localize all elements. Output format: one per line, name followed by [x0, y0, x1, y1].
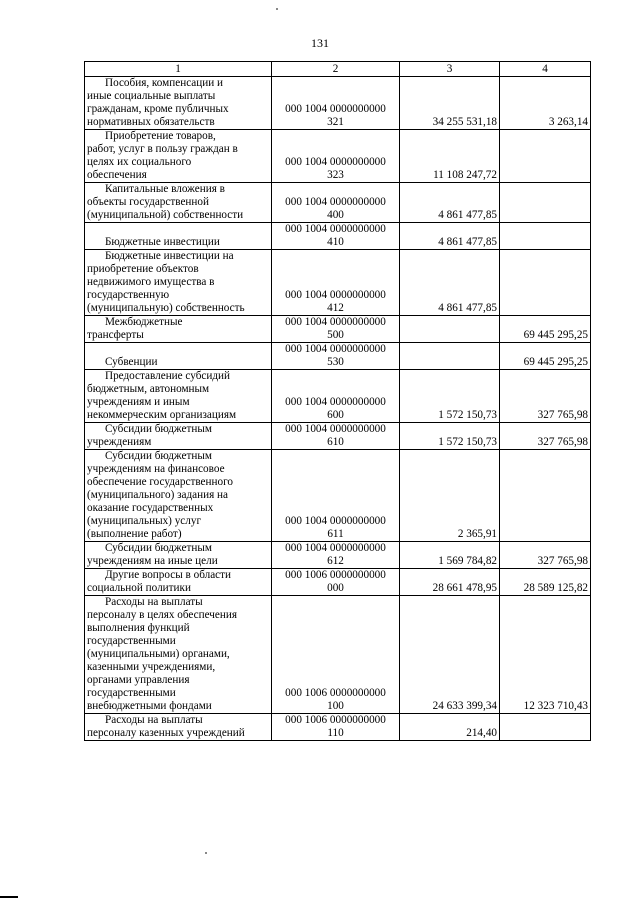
row-amount-col3: 4 861 477,85 [400, 250, 500, 316]
row-name-line: нормативных обязательств [87, 116, 215, 128]
column-header: 2 [272, 62, 400, 77]
row-amount-col3: 4 861 477,85 [400, 223, 500, 250]
row-name-line: Предоставление субсидий [105, 370, 231, 382]
code-expense-type: 323 [327, 169, 344, 181]
row-name [85, 343, 272, 370]
row-name-line: объекты государственной [87, 196, 209, 208]
row-amount-col3: 214,40 [400, 714, 500, 741]
row-amount-col4 [500, 130, 591, 183]
column-header: 1 [85, 62, 272, 77]
row-name-line: трансферты [87, 329, 144, 341]
row-amount-col4 [500, 250, 591, 316]
column-header: 4 [500, 62, 591, 77]
row-name-line: иные социальные выплаты [87, 90, 216, 102]
row-name-line: целях их социального [87, 156, 192, 168]
row-name-line: приобретение объектов [87, 263, 199, 275]
row-amount-col3: 24 633 399,34 [400, 596, 500, 714]
row-name-line: (выполнение работ) [87, 528, 182, 540]
row-name [85, 250, 272, 316]
row-code [272, 450, 400, 542]
row-name-line: внебюджетными фондами [87, 700, 212, 712]
row-code [272, 223, 400, 250]
row-name-line: учреждениям [87, 436, 152, 448]
row-code [272, 596, 400, 714]
row-code [272, 569, 400, 596]
table-row [85, 250, 591, 316]
row-name-line: выполнения функций [87, 622, 190, 634]
row-amount-col3: 4 861 477,85 [400, 183, 500, 223]
row-amount-col3: 1 572 150,73 [400, 423, 500, 450]
table-row [85, 423, 591, 450]
row-name-line: Субсидии бюджетным [105, 542, 212, 554]
row-name [85, 316, 272, 343]
row-name-line: Капитальные вложения в [105, 183, 225, 195]
row-name-line: Бюджетные инвестиции на [105, 250, 234, 262]
row-amount-col4: 28 589 125,82 [500, 569, 591, 596]
row-name-line: оказание государственных [87, 502, 214, 514]
code-expense-type: 610 [327, 436, 344, 448]
margin-mark [0, 896, 18, 898]
code-expense-type: 410 [327, 236, 344, 248]
code-expense-type: 611 [327, 528, 344, 540]
row-name-line: бюджетным, автономным [87, 383, 210, 395]
code-classifier: 000 1004 0000000000 [285, 289, 386, 301]
row-name [85, 450, 272, 542]
row-amount-col4 [500, 223, 591, 250]
row-amount-col4: 69 445 295,25 [500, 316, 591, 343]
row-name-line: государственную [87, 289, 170, 301]
table-row [85, 542, 591, 569]
row-name-line: Субсидии бюджетным [105, 450, 212, 462]
row-name [85, 423, 272, 450]
row-name-line: персоналу в целях обеспечения [87, 609, 238, 621]
row-name-line: Бюджетные инвестиции [105, 236, 220, 248]
row-code [272, 370, 400, 423]
code-expense-type: 530 [327, 356, 344, 368]
code-expense-type: 110 [327, 727, 344, 739]
table-row [85, 77, 591, 130]
code-classifier: 000 1004 0000000000 [285, 542, 386, 554]
row-name [85, 596, 272, 714]
row-name-line: органами управления [87, 674, 190, 686]
column-header: 3 [400, 62, 500, 77]
row-name-line: обеспечения [87, 169, 147, 181]
row-code [272, 542, 400, 569]
scan-speck [205, 852, 207, 854]
code-classifier: 000 1004 0000000000 [285, 396, 386, 408]
scan-speck [276, 8, 278, 10]
row-name-line: учреждениям на финансовое [87, 463, 225, 475]
row-code [272, 316, 400, 343]
table-row [85, 596, 591, 714]
row-name-line: гражданам, кроме публичных [87, 103, 229, 115]
row-name-line: (муниципального) задания на [87, 489, 229, 501]
code-classifier: 000 1004 0000000000 [285, 343, 386, 355]
row-amount-col4: 327 765,98 [500, 542, 591, 569]
row-amount-col3: 1 569 784,82 [400, 542, 500, 569]
row-name-line: Другие вопросы в области [105, 569, 232, 581]
row-name [85, 542, 272, 569]
row-code [272, 250, 400, 316]
code-classifier: 000 1004 0000000000 [285, 103, 386, 115]
row-name [85, 130, 272, 183]
table-row [85, 714, 591, 741]
row-name-line: персоналу казенных учреждений [87, 727, 245, 739]
row-name-line: учреждениям на иные цели [87, 555, 218, 567]
code-expense-type: 400 [327, 209, 344, 221]
row-amount-col4: 327 765,98 [500, 423, 591, 450]
code-classifier: 000 1006 0000000000 [285, 687, 386, 699]
table-row [85, 450, 591, 542]
row-name-line: Межбюджетные [105, 316, 183, 328]
row-amount-col3: 11 108 247,72 [400, 130, 500, 183]
row-code [272, 423, 400, 450]
row-name-line: социальной политики [87, 582, 191, 594]
row-amount-col3: 1 572 150,73 [400, 370, 500, 423]
row-amount-col3: 34 255 531,18 [400, 77, 500, 130]
table-row [85, 316, 591, 343]
row-name [85, 183, 272, 223]
code-classifier: 000 1004 0000000000 [285, 423, 386, 435]
code-expense-type: 600 [327, 409, 344, 421]
row-name [85, 714, 272, 741]
code-classifier: 000 1004 0000000000 [285, 156, 386, 168]
row-name-line: государственными [87, 635, 176, 647]
row-name [85, 569, 272, 596]
code-classifier: 000 1004 0000000000 [285, 316, 386, 328]
code-classifier: 000 1004 0000000000 [285, 223, 386, 235]
row-name-line: недвижимого имущества в [87, 276, 215, 288]
code-expense-type: 412 [327, 302, 344, 314]
row-name-line: обеспечение государственного [87, 476, 233, 488]
row-amount-col4 [500, 714, 591, 741]
row-code [272, 183, 400, 223]
row-name-line: казенными учреждениями, [87, 661, 216, 673]
row-name-line: государственными [87, 687, 176, 699]
code-expense-type: 000 [327, 582, 344, 594]
row-name-line: (муниципальными) органами, [87, 648, 230, 660]
table-row [85, 343, 591, 370]
row-name-line: Приобретение товаров, [105, 130, 216, 142]
row-name-line: Субсидии бюджетным [105, 423, 212, 435]
row-amount-col3 [400, 343, 500, 370]
page-number: 131 [311, 36, 329, 50]
row-name-line: Расходы на выплаты [105, 714, 203, 726]
row-amount-col3: 2 365,91 [400, 450, 500, 542]
code-classifier: 000 1006 0000000000 [285, 569, 386, 581]
row-name-line: работ, услуг в пользу граждан в [87, 143, 238, 155]
code-expense-type: 612 [327, 555, 344, 567]
row-amount-col3 [400, 316, 500, 343]
row-code [272, 343, 400, 370]
table-row [85, 130, 591, 183]
row-name-line: (муниципальной) собственности [87, 209, 244, 221]
table-row [85, 183, 591, 223]
table-row [85, 370, 591, 423]
row-name [85, 77, 272, 130]
budget-table [84, 61, 591, 741]
row-amount-col4 [500, 450, 591, 542]
table-row [85, 223, 591, 250]
row-name-line: учреждениям и иным [87, 396, 190, 408]
row-code [272, 77, 400, 130]
row-amount-col4: 3 263,14 [500, 77, 591, 130]
row-name-line: Пособия, компенсации и [105, 77, 224, 89]
row-amount-col3: 28 661 478,95 [400, 569, 500, 596]
row-amount-col4: 327 765,98 [500, 370, 591, 423]
code-classifier: 000 1004 0000000000 [285, 515, 386, 527]
table-header-row [85, 62, 591, 77]
row-name-line: (муниципальную) собственность [87, 302, 245, 314]
row-name [85, 370, 272, 423]
row-amount-col4: 12 323 710,43 [500, 596, 591, 714]
row-name [85, 223, 272, 250]
row-name-line: Расходы на выплаты [105, 596, 203, 608]
code-classifier: 000 1004 0000000000 [285, 196, 386, 208]
row-code [272, 714, 400, 741]
code-expense-type: 100 [327, 700, 344, 712]
row-code [272, 130, 400, 183]
table-row [85, 569, 591, 596]
row-name-line: некоммерческим организациям [87, 409, 237, 421]
code-expense-type: 500 [327, 329, 344, 341]
row-amount-col4 [500, 183, 591, 223]
row-amount-col4: 69 445 295,25 [500, 343, 591, 370]
code-classifier: 000 1006 0000000000 [285, 714, 386, 726]
code-expense-type: 321 [327, 116, 344, 128]
row-name-line: Субвенции [105, 356, 158, 368]
row-name-line: (муниципальных) услуг [87, 515, 202, 527]
